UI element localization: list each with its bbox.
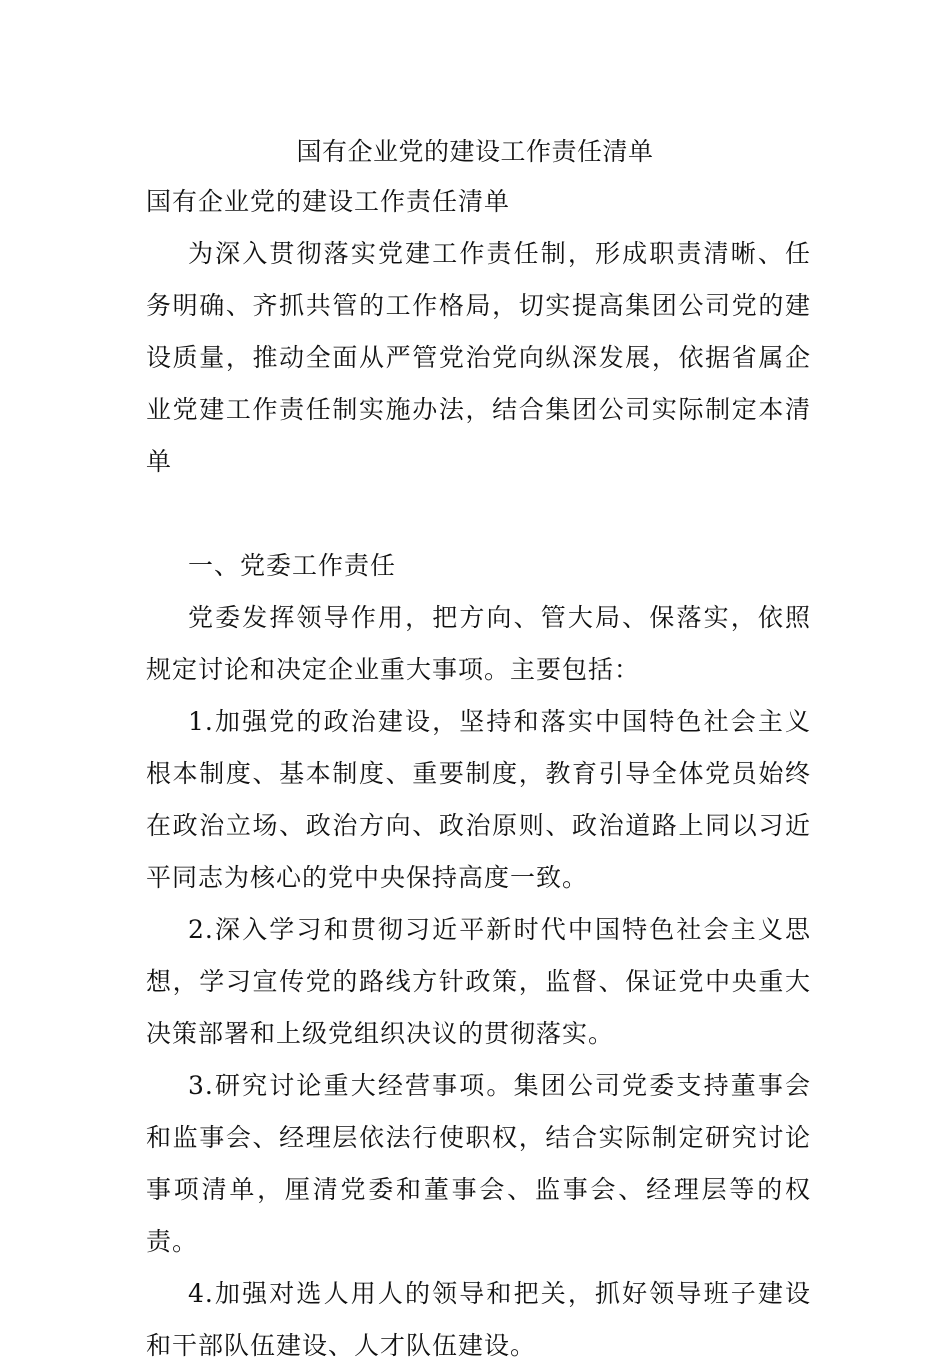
document-title: 国有企业党的建设工作责任清单 [296,137,654,166]
section-lead-paragraph: 党委发挥领导作用，把方向、管大局、保落实，依照规定讨论和决定企业重大事项。主要包括： [146,603,811,684]
list-item: 2.深入学习和贯彻习近平新时代中国特色社会主义思想，学习宣传党的路线方针政策，监督、保证党中央重大决策部署和上级党组织决议的贯彻落实。 [146,915,811,1048]
document-body [146,180,811,1372]
list-item: 3.研究讨论重大经营事项。集团公司党委支持董事会和监事会、经理层依法行使职权，结合实际制定研究讨论事项清单，厘清党委和董事会、监事会、经理层等的权责。 [146,1071,811,1256]
paragraph-gap [146,488,811,540]
list-item: 4.加强对选人用人的领导和把关，抓好领导班子建设和干部队伍建设、人才队伍建设。 [146,1279,811,1360]
intro-paragraph: 为深入贯彻落实党建工作责任制，形成职责清晰、任务明确、齐抓共管的工作格局，切实提高集团公司党的建设质量，推动全面从严管党治党向纵深发展，依据省属企业党建工作责任制实施办法，结合集团公司实际制定本清单 [146,239,811,476]
document-subtitle: 国有企业党的建设工作责任清单 [146,187,511,216]
list-item: 1.加强党的政治建设，坚持和落实中国特色社会主义根本制度、基本制度、重要制度，教育引导全体党员始终在政治立场、政治方向、政治原则、政治道路上同以习近平同志为核心的党中央保持高度一致。 [146,707,811,892]
section-heading: 一、党委工作责任 [188,551,397,580]
